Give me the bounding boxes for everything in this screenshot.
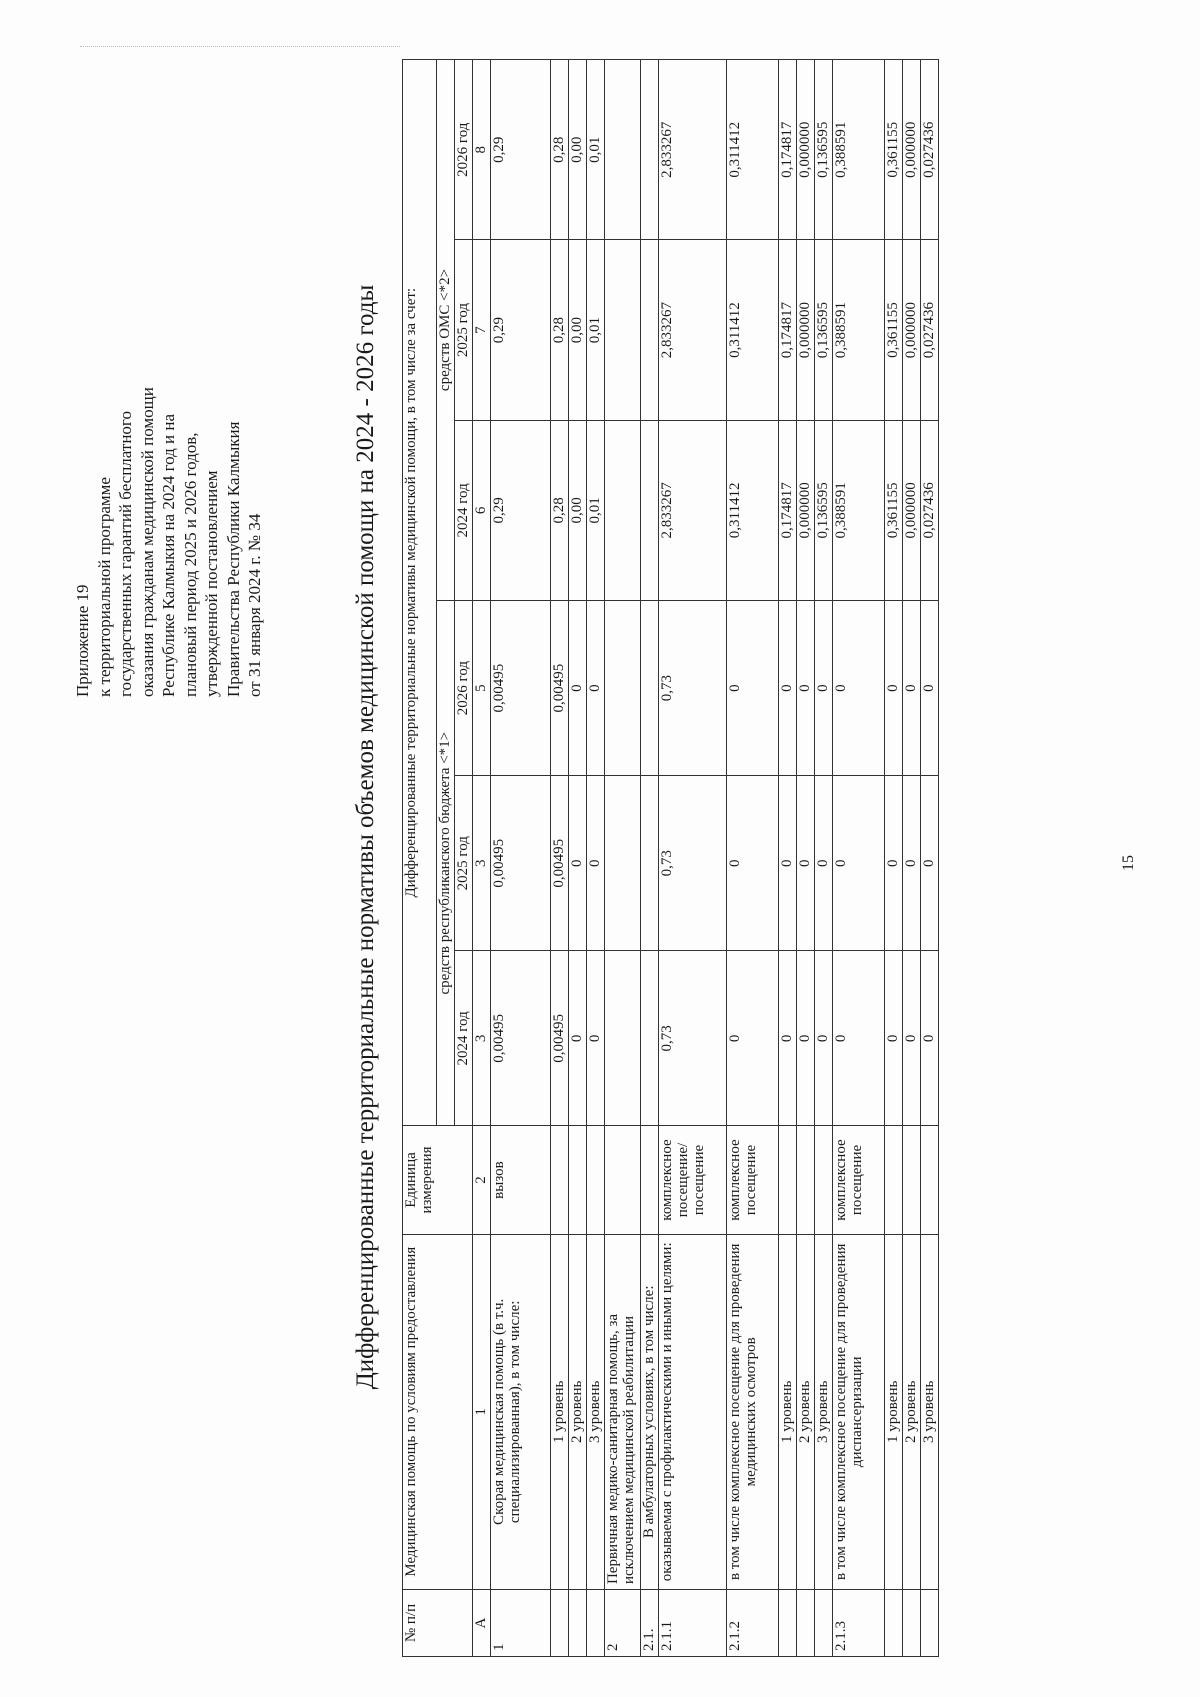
row-num	[551, 1590, 569, 1657]
row-value	[641, 776, 659, 951]
column-number: 3	[473, 951, 491, 1126]
row-value	[641, 601, 659, 776]
header-year: 2026 год	[455, 601, 473, 776]
row-value: 0	[815, 776, 833, 951]
row-value	[605, 240, 641, 420]
table-row	[779, 60, 797, 1657]
column-number: 1	[473, 1234, 491, 1589]
row-value: 0	[921, 951, 939, 1126]
row-name: В амбулаторных условиях, в том числе:	[641, 1234, 659, 1589]
row-value: 0	[815, 951, 833, 1126]
row-value	[641, 951, 659, 1126]
row-value: 0,00495	[491, 951, 551, 1126]
header-unit: Единица измерения	[403, 1126, 473, 1234]
row-value	[605, 60, 641, 240]
column-number: А	[473, 1590, 491, 1657]
row-value: 0	[903, 776, 921, 951]
header-year: 2024 год	[455, 951, 473, 1126]
row-value	[605, 420, 641, 600]
row-name: в том числе комплексное посещение для проведения диспансеризации	[833, 1234, 885, 1589]
row-value: 0	[921, 601, 939, 776]
row-num	[569, 1590, 587, 1657]
row-unit: вызов	[491, 1126, 551, 1234]
header-year: 2026 год	[455, 60, 473, 240]
row-num: 1	[491, 1590, 551, 1657]
row-value	[605, 601, 641, 776]
table-row	[833, 60, 885, 1657]
row-value: 0	[727, 601, 779, 776]
row-value: 0	[885, 601, 903, 776]
row-unit	[569, 1126, 587, 1234]
table-row	[727, 60, 779, 1657]
row-value: 0,027436	[921, 240, 939, 420]
row-value: 0	[885, 951, 903, 1126]
row-value: 0,00	[569, 60, 587, 240]
row-num: 2.1.1	[659, 1590, 727, 1657]
row-value: 0	[815, 601, 833, 776]
row-name: 2 уровень	[903, 1234, 921, 1589]
appendix-line: государственных гарантий бесплатного	[116, 411, 135, 697]
row-unit: комплексное посещение/ посещение	[659, 1126, 727, 1234]
row-num	[587, 1590, 605, 1657]
column-number: 5	[473, 601, 491, 776]
row-unit	[587, 1126, 605, 1234]
row-value: 0	[833, 601, 885, 776]
row-value: 0	[797, 601, 815, 776]
column-number: 6	[473, 420, 491, 600]
row-value: 0,01	[587, 60, 605, 240]
row-unit	[551, 1126, 569, 1234]
header-norms: Дифференцированные территориальные нормативы медицинской помощи, в том числе за счет:	[403, 60, 437, 1126]
row-value: 0,00495	[551, 601, 569, 776]
row-value: 0	[921, 776, 939, 951]
row-value: 0,174817	[779, 60, 797, 240]
row-value: 0	[587, 601, 605, 776]
row-name: 2 уровень	[569, 1234, 587, 1589]
row-name: 2 уровень	[797, 1234, 815, 1589]
row-name: 3 уровень	[815, 1234, 833, 1589]
header-oms: средств ОМС <*2>	[437, 60, 455, 601]
appendix-line: к территориальной программе	[94, 477, 114, 697]
row-value: 0,00	[569, 420, 587, 600]
row-name: Первичная медико-санитарная помощь, за исключением медицинской реабилитации	[605, 1234, 641, 1589]
row-value: 0,388591	[833, 420, 885, 600]
table-row	[605, 60, 641, 1657]
row-value: 0,00495	[551, 951, 569, 1126]
appendix-line: Правительства Республики Калмыкия	[223, 421, 243, 697]
row-value: 0	[833, 776, 885, 951]
row-value: 0,73	[659, 776, 727, 951]
row-num: 2	[605, 1590, 641, 1657]
page-number: 15	[1120, 855, 1137, 871]
row-value	[641, 240, 659, 420]
row-name: Скорая медицинская помощь (в т.ч. специализированная), в том числе:	[491, 1234, 551, 1589]
column-number: 8	[473, 60, 491, 240]
row-value	[641, 60, 659, 240]
row-value: 0	[569, 951, 587, 1126]
row-name: в том числе комплексное посещение для проведения медицинских осмотров	[727, 1234, 779, 1589]
row-value: 0,000000	[797, 240, 815, 420]
row-name: 1 уровень	[551, 1234, 569, 1589]
row-value: 0,000000	[903, 420, 921, 600]
row-value: 0	[903, 601, 921, 776]
row-value: 0,027436	[921, 420, 939, 600]
column-number: 3	[473, 776, 491, 951]
row-value: 0,29	[491, 420, 551, 600]
row-value: 0	[779, 601, 797, 776]
row-unit	[641, 1126, 659, 1234]
row-value: 0	[885, 776, 903, 951]
document-title: Дифференцированные территориальные нормативы объемов медицинской помощи на 2024 - 2026 годы	[352, 284, 379, 1390]
row-name: 1 уровень	[779, 1234, 797, 1589]
row-unit	[797, 1126, 815, 1234]
row-unit: комплексное посещение	[727, 1126, 779, 1234]
column-number: 2	[473, 1126, 491, 1234]
row-value: 0	[587, 776, 605, 951]
row-value: 2,833267	[659, 420, 727, 600]
row-value: 0,000000	[903, 60, 921, 240]
row-value: 0	[797, 776, 815, 951]
row-value: 0,174817	[779, 420, 797, 600]
table-row	[587, 60, 605, 1657]
row-value: 0,73	[659, 951, 727, 1126]
row-value	[605, 951, 641, 1126]
row-value: 0,136595	[815, 60, 833, 240]
row-unit: комплексное посещение	[833, 1126, 885, 1234]
row-num	[903, 1590, 921, 1657]
row-name: 3 уровень	[587, 1234, 605, 1589]
norms-table	[402, 59, 939, 1657]
row-value: 0,00495	[491, 601, 551, 776]
row-num: 2.1.3	[833, 1590, 885, 1657]
table-row	[641, 60, 659, 1657]
row-value: 0,361155	[885, 240, 903, 420]
row-value: 0	[569, 776, 587, 951]
table-row	[797, 60, 815, 1657]
table-row	[885, 60, 903, 1657]
row-value: 0,29	[491, 60, 551, 240]
row-value: 0	[779, 951, 797, 1126]
row-value: 0,01	[587, 420, 605, 600]
appendix-line: Республике Калмыкия на 2024 год и на	[159, 413, 178, 697]
column-number: 7	[473, 240, 491, 420]
table-container	[402, 59, 1080, 1657]
row-value: 0,01	[587, 240, 605, 420]
row-value: 0	[779, 776, 797, 951]
table-row	[659, 60, 727, 1657]
row-value: 0,361155	[885, 60, 903, 240]
row-num: 2.1.2	[727, 1590, 779, 1657]
row-value: 0,136595	[815, 240, 833, 420]
header-year: 2025 год	[455, 776, 473, 951]
row-value: 0,311412	[727, 60, 779, 240]
row-value: 0,388591	[833, 60, 885, 240]
appendix-line: оказания гражданам медицинской помощи	[137, 387, 157, 697]
table-row	[921, 60, 939, 1657]
table-row	[491, 60, 551, 1657]
header-budget: средств республиканского бюджета <*1>	[437, 601, 455, 1126]
row-value: 0,28	[551, 60, 569, 240]
table-row	[903, 60, 921, 1657]
row-value: 0,29	[491, 240, 551, 420]
header-year: 2024 год	[455, 420, 473, 600]
row-num: 2.1.	[641, 1590, 659, 1657]
row-unit	[605, 1126, 641, 1234]
row-value: 0,00	[569, 240, 587, 420]
row-value	[605, 776, 641, 951]
row-num	[797, 1590, 815, 1657]
row-value: 0	[569, 601, 587, 776]
row-value: 0,027436	[921, 60, 939, 240]
header-year: 2025 год	[455, 240, 473, 420]
row-value: 0,00495	[551, 776, 569, 951]
row-value: 0,000000	[797, 60, 815, 240]
table-row	[569, 60, 587, 1657]
row-value: 2,833267	[659, 240, 727, 420]
row-value: 0,136595	[815, 420, 833, 600]
table-row	[815, 60, 833, 1657]
appendix-line: плановый период 2025 и 2026 годов,	[180, 432, 200, 697]
row-name: 1 уровень	[885, 1234, 903, 1589]
row-unit	[779, 1126, 797, 1234]
row-value: 0,311412	[727, 420, 779, 600]
row-value: 0,361155	[885, 420, 903, 600]
row-value: 0	[727, 951, 779, 1126]
table-row	[551, 60, 569, 1657]
row-value	[641, 420, 659, 600]
row-value: 0,73	[659, 601, 727, 776]
row-value: 0,00495	[491, 776, 551, 951]
row-value: 2,833267	[659, 60, 727, 240]
row-value: 0,388591	[833, 240, 885, 420]
row-value: 0	[727, 776, 779, 951]
row-num	[779, 1590, 797, 1657]
appendix-line: утвержденной постановлением	[202, 470, 221, 697]
header-num: № п/п	[403, 1590, 473, 1657]
row-value: 0,000000	[903, 240, 921, 420]
row-num	[921, 1590, 939, 1657]
row-value: 0,28	[551, 420, 569, 600]
appendix-note	[72, 97, 266, 697]
row-unit	[921, 1126, 939, 1234]
row-value: 0	[587, 951, 605, 1126]
appendix-line: Приложение 19	[73, 584, 92, 697]
row-name: оказываемая с профилактическими и иными целями:	[659, 1234, 727, 1589]
appendix-line: от 31 января 2024 г. № 34	[245, 513, 264, 697]
header-name: Медицинская помощь по условиям предоставления	[403, 1234, 473, 1589]
row-num	[815, 1590, 833, 1657]
row-unit	[885, 1126, 903, 1234]
row-value: 0,311412	[727, 240, 779, 420]
row-value: 0,000000	[797, 420, 815, 600]
row-value: 0	[797, 951, 815, 1126]
row-unit	[815, 1126, 833, 1234]
row-value: 0	[833, 951, 885, 1126]
row-value: 0	[903, 951, 921, 1126]
row-num	[885, 1590, 903, 1657]
row-unit	[903, 1126, 921, 1234]
row-value: 0,28	[551, 240, 569, 420]
row-name: 3 уровень	[921, 1234, 939, 1589]
row-value: 0,174817	[779, 240, 797, 420]
